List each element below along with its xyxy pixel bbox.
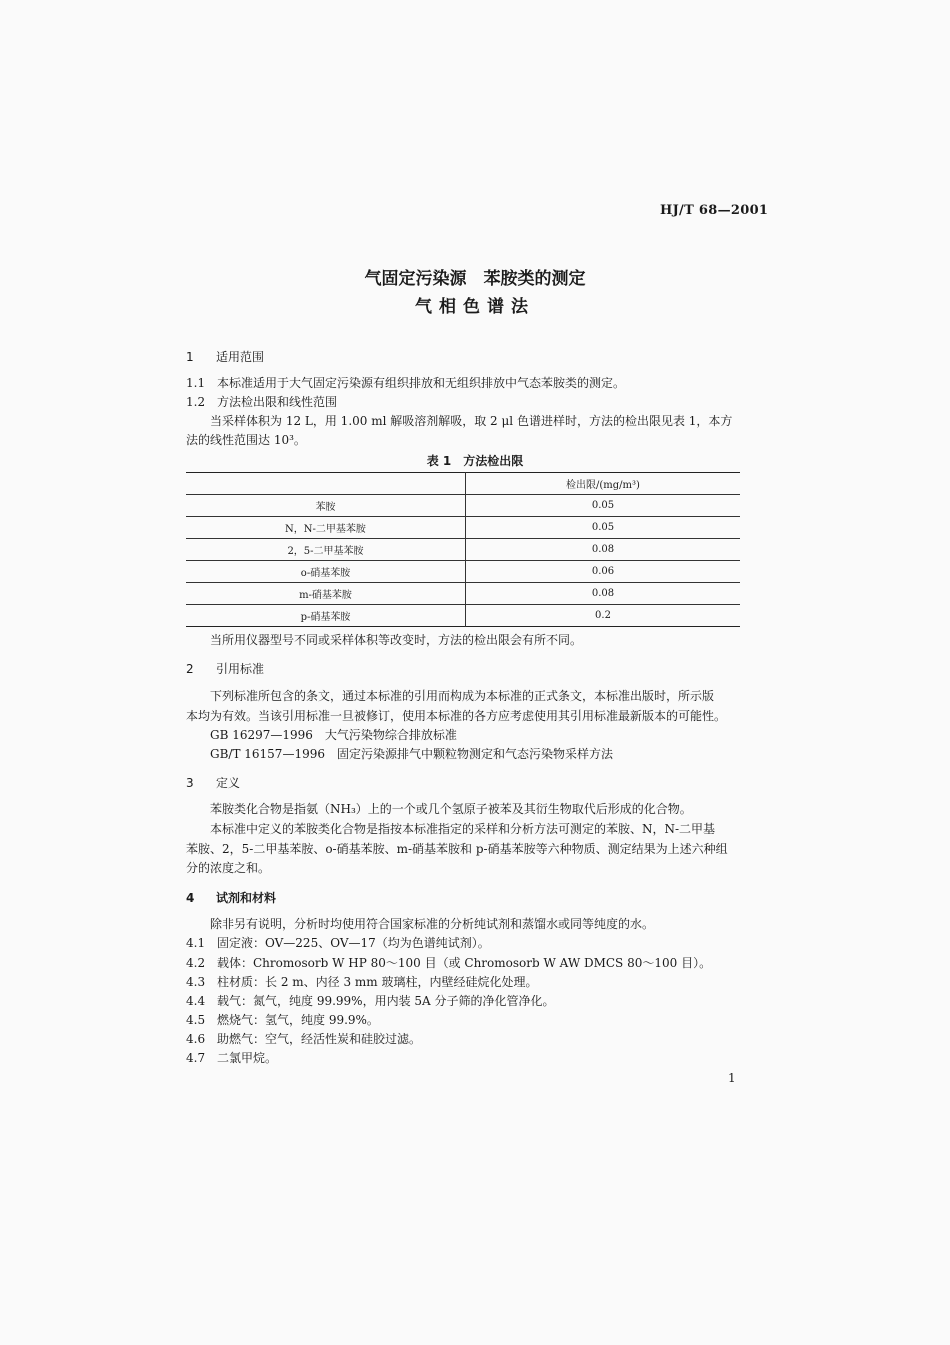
detection-limit: 0.08 bbox=[591, 588, 615, 599]
table-row bbox=[186, 539, 740, 561]
reference-item: GB 16297—1996 大气污染物综合排放标准 bbox=[210, 728, 457, 742]
clause-1-1: 1.1 本标准适用于大气固定污染源有组织排放和无组织排放中气态苯胺类的测定。 bbox=[186, 376, 626, 390]
clause-4-2: 4.2 载体：Chromosorb W HP 80～100 目（或 Chromosorb W AW DMCS 80～100 目）。 bbox=[186, 956, 712, 970]
clause-1-2: 1.2 方法检出限和线性范围 bbox=[186, 395, 338, 409]
paragraph-line: 下列标准所包含的条文，通过本标准的引用而构成为本标准的正式条文，本标准出版时，所示版 bbox=[210, 689, 715, 703]
section-1-heading: 1 适用范围 bbox=[186, 350, 265, 364]
table-header-cell bbox=[186, 473, 466, 495]
detection-limit: 0.08 bbox=[591, 544, 615, 555]
detection-limit: 0.05 bbox=[591, 500, 615, 511]
compound-name: 2，5-二甲基苯胺 bbox=[186, 539, 466, 561]
paragraph-line: 当采样体积为 12 L，用 1.00 ml 解吸溶剂解吸，取 2 μl 色谱进样时，方法的检出限见表 1，本方 bbox=[210, 414, 733, 428]
table-row bbox=[186, 583, 740, 605]
table-row bbox=[186, 517, 740, 539]
standard-code: HJ/T 68—2001 bbox=[660, 203, 769, 218]
clause-4-3: 4.3 柱材质：长 2 m、内径 3 mm 玻璃柱，内壁经硅烷化处理。 bbox=[186, 975, 538, 989]
detection-limit-table bbox=[186, 472, 740, 627]
table-caption: 表 1 方法检出限 bbox=[426, 454, 524, 468]
table-row bbox=[186, 495, 740, 517]
compound-name: 苯胺 bbox=[186, 495, 466, 517]
paragraph-line: 除非另有说明，分析时均使用符合国家标准的分析纯试剂和蒸馏水或同等纯度的水。 bbox=[210, 917, 655, 931]
detection-limit: 0.05 bbox=[591, 522, 615, 533]
compound-name: o-硝基苯胺 bbox=[186, 561, 466, 583]
paragraph-line: 苯胺、2，5-二甲基苯胺、o-硝基苯胺、m-硝基苯胺和 p-硝基苯胺等六种物质、测定结果为上述六种组 bbox=[186, 842, 728, 856]
clause-4-4: 4.4 载气：氮气，纯度 99.99%，用内装 5A 分子筛的净化管净化。 bbox=[186, 994, 555, 1008]
table-row bbox=[186, 605, 740, 627]
section-3-heading: 3 定义 bbox=[186, 776, 241, 790]
paragraph-line: 本标准中定义的苯胺类化合物是指按本标准指定的采样和分析方法可测定的苯胺、N，N-二甲基 bbox=[210, 822, 716, 836]
table-header-row bbox=[186, 473, 740, 495]
compound-name: N，N-二甲基苯胺 bbox=[186, 517, 466, 539]
detection-limit: 0.06 bbox=[591, 566, 615, 577]
table-header-cell: 检出限/(mg/m³) bbox=[566, 480, 640, 491]
paragraph-line: 本均为有效。当该引用标准一旦被修订，使用本标准的各方应考虑使用其引用标准最新版本的可能性。 bbox=[186, 709, 727, 723]
clause-4-6: 4.6 助燃气：空气，经活性炭和硅胶过滤。 bbox=[186, 1032, 422, 1046]
clause-4-1: 4.1 固定液：OV—225、OV—17（均为色谱纯试剂）。 bbox=[186, 936, 490, 950]
paragraph-line: 分的浓度之和。 bbox=[186, 861, 271, 875]
document-title: 气固定污染源 苯胺类的测定 bbox=[364, 269, 586, 289]
clause-4-7: 4.7 二氯甲烷。 bbox=[186, 1051, 278, 1065]
section-4-heading: 4 试剂和材料 bbox=[186, 891, 277, 905]
compound-name: m-硝基苯胺 bbox=[186, 583, 466, 605]
paragraph-line: 苯胺类化合物是指氨（NH₃）上的一个或几个氢原子被苯及其衍生物取代后形成的化合物。 bbox=[210, 802, 692, 816]
clause-4-5: 4.5 燃烧气：氢气，纯度 99.9%。 bbox=[186, 1013, 379, 1027]
compound-name: p-硝基苯胺 bbox=[186, 605, 466, 627]
paragraph-line: 当所用仪器型号不同或采样体积等改变时，方法的检出限会有所不同。 bbox=[210, 633, 583, 647]
document-subtitle: 气相色谱法 bbox=[415, 297, 535, 317]
table-row bbox=[186, 561, 740, 583]
paragraph-line: 法的线性范围达 10³。 bbox=[186, 433, 306, 447]
reference-item: GB/T 16157—1996 固定污染源排气中颗粒物测定和气态污染物采样方法 bbox=[210, 747, 613, 761]
detection-limit: 0.2 bbox=[595, 610, 611, 621]
section-2-heading: 2 引用标准 bbox=[186, 662, 265, 676]
page-number: 1 bbox=[728, 1071, 736, 1085]
